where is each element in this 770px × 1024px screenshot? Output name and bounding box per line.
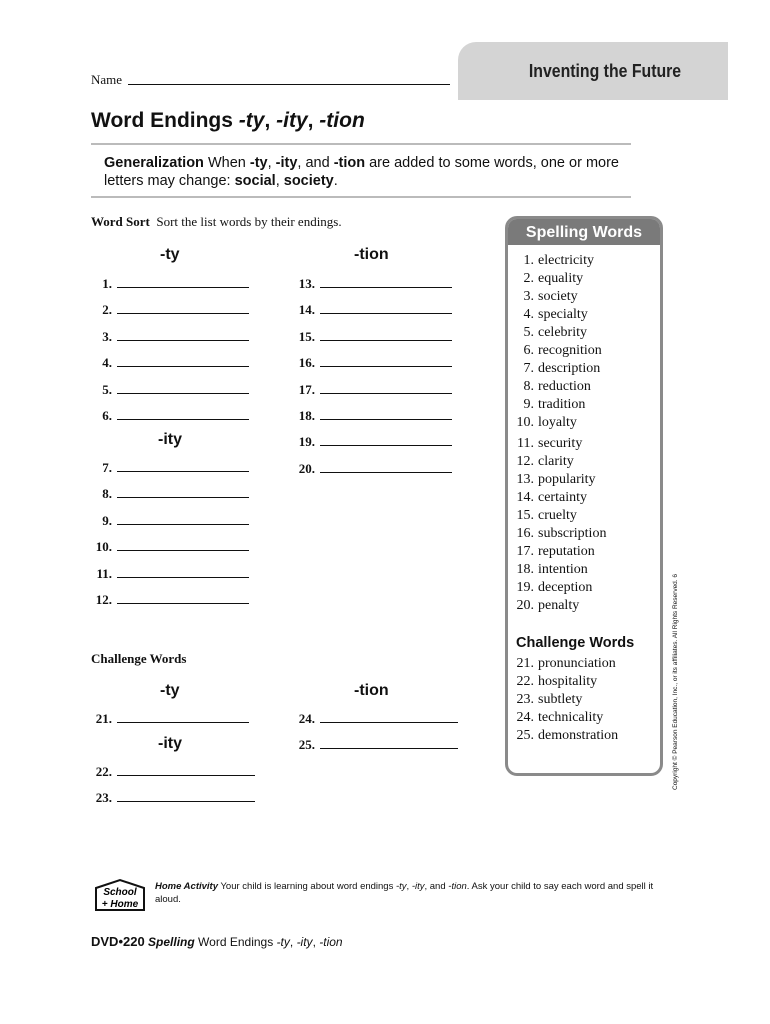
answer-row — [90, 486, 249, 502]
answer-blank[interactable] — [320, 737, 458, 749]
spelling-word: 24. technicality — [516, 710, 604, 725]
answer-blank[interactable] — [320, 408, 452, 420]
answer-row — [90, 408, 249, 424]
answer-number: 18. — [298, 408, 315, 423]
spelling-word: 7. description — [523, 361, 601, 376]
spelling-word: 13. popularity — [516, 472, 596, 487]
answer-row — [293, 355, 452, 371]
challenge-head-ty: -ty — [160, 682, 180, 699]
answer-row — [293, 382, 452, 398]
answer-row — [90, 382, 249, 398]
logo-line1: School — [103, 887, 137, 898]
answer-number: 21. — [95, 711, 112, 726]
name-label: Name — [91, 72, 123, 87]
answer-number: 3. — [102, 328, 112, 344]
challenge-words-heading: Challenge Words — [516, 635, 635, 651]
spelling-word: 3. society — [523, 289, 578, 304]
spelling-word: 4. specialty — [523, 307, 588, 322]
answer-blank[interactable] — [320, 461, 452, 473]
spelling-word: 1. electricity — [523, 253, 594, 268]
answer-blank[interactable] — [117, 539, 249, 551]
spelling-word: 11. security — [517, 436, 583, 451]
answer-number: 6. — [102, 408, 112, 423]
answer-blank[interactable] — [117, 790, 255, 802]
answer-number: 14. — [298, 302, 315, 318]
spelling-word: 14. certainty — [516, 490, 587, 505]
answer-row — [90, 764, 255, 780]
spelling-word: 9. tradition — [523, 397, 586, 412]
answer-blank[interactable] — [117, 764, 255, 776]
title-rule — [91, 143, 631, 145]
challenge-head-ity: -ity — [158, 735, 182, 752]
answer-number: 2. — [102, 302, 112, 318]
answer-row — [90, 539, 249, 555]
answer-number: 10. — [95, 539, 112, 555]
challenge-words-label: Challenge Words — [91, 651, 187, 666]
answer-number: 15. — [298, 328, 315, 344]
answer-number: 25. — [298, 737, 315, 753]
challenge-head-tion: -tion — [354, 682, 389, 699]
answer-number: 7. — [102, 460, 112, 475]
answer-row — [90, 711, 249, 727]
answer-number: 19. — [298, 434, 315, 450]
answer-number: 20. — [298, 460, 315, 476]
spelling-words-heading: Spelling Words — [508, 219, 660, 245]
answer-blank[interactable] — [320, 355, 452, 367]
spelling-word: 10. loyalty — [516, 415, 577, 430]
spelling-word: 23. subtlety — [516, 692, 583, 707]
answer-blank[interactable] — [117, 711, 249, 723]
answer-number: 24. — [298, 711, 315, 726]
answer-blank[interactable] — [117, 408, 249, 420]
unit-title: Inventing the Future — [528, 61, 682, 81]
answer-number: 12. — [95, 592, 112, 607]
spelling-word: 18. intention — [516, 562, 588, 577]
answer-row — [90, 355, 249, 371]
answer-blank[interactable] — [320, 302, 452, 314]
answer-row — [90, 329, 249, 345]
answer-number: 5. — [102, 381, 112, 397]
name-field[interactable] — [128, 84, 450, 85]
spelling-word: 16. subscription — [516, 526, 607, 541]
answer-blank[interactable] — [320, 434, 452, 446]
generalization-rule — [91, 196, 631, 198]
answer-blank[interactable] — [320, 382, 452, 394]
answer-row — [293, 711, 458, 727]
answer-blank[interactable] — [117, 566, 249, 578]
home-activity-note: Home Activity Your child is learning about word endings -ty, -ity, and -tion. Ask your child to say each word and spell it aloud. — [155, 881, 654, 905]
answer-number: 17. — [298, 381, 315, 397]
answer-blank[interactable] — [320, 329, 452, 341]
answer-row — [293, 737, 458, 753]
spelling-word: 6. recognition — [523, 343, 602, 358]
answer-number: 8. — [102, 486, 112, 502]
answer-blank[interactable] — [117, 513, 249, 525]
answer-number: 11. — [96, 565, 112, 581]
column-head-ty: -ty — [160, 246, 180, 263]
spelling-word: 5. celebrity — [523, 325, 587, 340]
page-footer: DVD•220 Spelling Word Endings -ty, -ity, -tion — [91, 934, 343, 949]
page-title: Word Endings -ty, -ity, -tion — [91, 109, 365, 132]
copyright-notice: Copyright © Pearson Education, Inc., or its affiliates. All Rights Reserved. 6 — [672, 573, 679, 790]
answer-number: 23. — [95, 790, 112, 806]
answer-blank[interactable] — [117, 355, 249, 367]
spelling-word: 8. reduction — [523, 379, 591, 394]
answer-row — [293, 276, 452, 292]
answer-blank[interactable] — [117, 486, 249, 498]
answer-number: 9. — [102, 512, 112, 528]
answer-row — [90, 592, 249, 608]
spelling-word: 25. demonstration — [516, 728, 619, 743]
generalization-text: Generalization When -ty, -ity, and -tion are added to some words, one or more letters may change: social, society. — [104, 155, 619, 189]
answer-row — [90, 460, 249, 476]
spelling-word: 21. pronunciation — [516, 656, 616, 671]
column-head-tion: -tion — [354, 246, 389, 263]
answer-row — [90, 790, 255, 806]
answer-blank[interactable] — [117, 329, 249, 341]
spelling-word: 20. penalty — [516, 598, 580, 613]
answer-number: 4. — [102, 355, 112, 371]
answer-row — [293, 329, 452, 345]
answer-row — [293, 461, 452, 477]
column-head-ity: -ity — [158, 431, 182, 448]
spelling-word: 19. deception — [516, 580, 593, 595]
answer-row — [293, 302, 452, 318]
logo-line2: + Home — [101, 899, 139, 910]
word-sort-heading: Word Sort Sort the list words by their endings. — [91, 214, 342, 229]
answer-blank[interactable] — [117, 592, 249, 604]
answer-row — [293, 434, 452, 450]
answer-blank[interactable] — [117, 460, 249, 472]
answer-row — [90, 276, 249, 292]
answer-blank[interactable] — [117, 276, 249, 288]
spelling-word: 15. cruelty — [516, 508, 577, 523]
answer-number: 1. — [102, 276, 112, 291]
answer-number: 22. — [95, 764, 112, 779]
spelling-word: 12. clarity — [516, 454, 574, 469]
answer-blank[interactable] — [320, 711, 458, 723]
school-home-logo — [92, 878, 148, 912]
answer-number: 16. — [298, 355, 315, 371]
answer-row — [90, 566, 249, 582]
spelling-word: 17. reputation — [516, 544, 595, 559]
answer-row — [293, 408, 452, 424]
answer-blank[interactable] — [117, 382, 249, 394]
answer-blank[interactable] — [320, 276, 452, 288]
answer-number: 13. — [298, 276, 315, 291]
answer-row — [90, 513, 249, 529]
answer-blank[interactable] — [117, 302, 249, 314]
spelling-word: 2. equality — [523, 271, 584, 286]
spelling-word: 22. hospitality — [516, 674, 598, 689]
answer-row — [90, 302, 249, 318]
